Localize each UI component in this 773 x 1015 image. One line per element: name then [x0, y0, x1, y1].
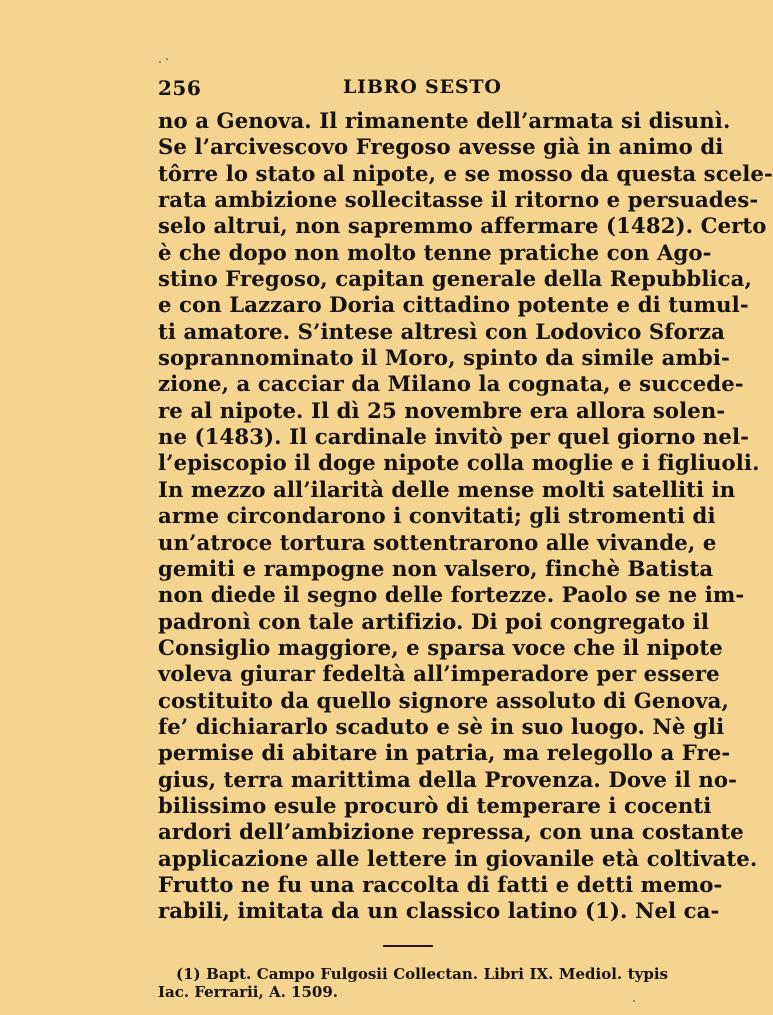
text-line: l’episcopio il doge nipote colla moglie e i figliuoli.	[158, 450, 760, 476]
text-line: gius, terra marittima della Provenza. Dove il no-	[158, 766, 737, 792]
paper-speck	[166, 58, 168, 60]
text-line: gemiti e rampogne non valsero, finchè Batista	[158, 555, 714, 581]
text-line: tôrre lo stato al nipote, e se mosso da questa scele-	[158, 160, 773, 186]
text-line: re al nipote. Il dì 25 novembre era allora solen-	[158, 397, 726, 423]
text-line: fe’ dichiararlo scaduto e sè in suo luogo. Nè gli	[158, 713, 725, 739]
text-line: zione, a cacciar da Milano la cognata, e succede-	[158, 371, 744, 397]
text-line: permise di abitare in patria, ma relegollo a Fre-	[158, 740, 731, 766]
text-line: ne (1483). Il cardinale invitò per quel giorno nel-	[158, 424, 750, 450]
text-line: In mezzo all’ilarità delle mense molti satelliti in	[158, 476, 736, 502]
text-line: stino Fregoso, capitan generale della Repubblica,	[158, 266, 752, 292]
text-line: selo altrui, non sapremmo affermare (1482). Certo	[158, 213, 767, 239]
text-line: Se l’arcivescovo Fregoso avesse già in animo di	[158, 134, 724, 160]
text-line: bilissimo esule procurò di temperare i cocenti	[158, 792, 712, 818]
text-line: soprannominato il Moro, spinto da simile ambi-	[158, 345, 730, 371]
text-line: ardori dell’ambizione repressa, con una costante	[158, 819, 744, 845]
footnote-line: (1) Bapt. Campo Fulgosii Collectan. Libri IX. Mediol. typis	[176, 965, 668, 983]
running-head: LIBRO SESTO	[343, 76, 502, 98]
text-line: rabili, imitata da un classico latino (1). Nel ca-	[158, 898, 720, 924]
text-line: Frutto ne fu una raccolta di fatti e detti memo-	[158, 871, 723, 897]
text-line: voleva giurar fedeltà all’imperadore per essere	[158, 661, 720, 687]
page-header	[158, 76, 658, 100]
text-line: e con Lazzaro Doria cittadino potente e di tumul-	[158, 292, 749, 318]
text-line: è che dopo non molto tenne pratiche con Ago-	[158, 239, 712, 265]
text-line: no a Genova. Il rimanente dell’armata si disunì.	[158, 108, 731, 133]
main-text	[158, 108, 773, 925]
text-line: ti amatore. S’intese altresì con Lodovico Sforza	[158, 318, 725, 344]
text-line: applicazione alle lettere in giovanile età coltivate.	[158, 845, 758, 871]
text-line: padronì con tale artifizio. Di poi congregato il	[158, 608, 709, 634]
text-line: non diede il segno delle fortezze. Paolo se ne im-	[158, 582, 745, 608]
text-line: Consiglio maggiore, e sparsa voce che il nipote	[158, 634, 723, 660]
footnote-line: Iac. Ferrarii, A. 1509.	[158, 983, 339, 1001]
text-line: costituito da quello signore assoluto di Genova,	[158, 687, 729, 713]
footnote	[158, 965, 668, 1001]
footnote-divider	[383, 945, 433, 947]
page-number: 256	[158, 76, 202, 100]
text-line: un’atroce tortura sottentrarono alle vivande, e	[158, 529, 717, 555]
text-line: rata ambizione sollecitasse il ritorno e persuades-	[158, 187, 759, 213]
paper-speck	[633, 1000, 635, 1002]
paper-speck	[159, 61, 161, 63]
text-line: arme circondarono i convitati; gli stromenti di	[158, 503, 716, 529]
